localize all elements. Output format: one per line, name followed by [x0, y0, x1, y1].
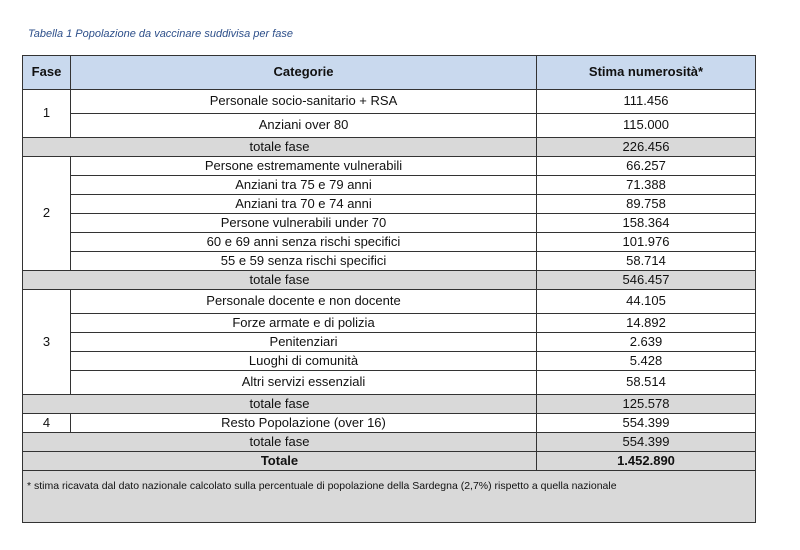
stima-cell: 2.639	[537, 333, 756, 352]
stima-cell: 5.428	[537, 352, 756, 371]
table-row	[23, 90, 756, 114]
categoria-cell: Penitenziari	[71, 333, 537, 352]
table-caption: Tabella 1 Popolazione da vaccinare suddivisa per fase	[28, 28, 293, 40]
stima-cell: 111.456	[537, 90, 756, 114]
stima-cell: 44.105	[537, 290, 756, 314]
stima-cell: 554.399	[537, 414, 756, 433]
header-row	[23, 56, 756, 90]
total-value: 125.578	[537, 395, 756, 414]
table-row	[23, 414, 756, 433]
categoria-cell: Altri servizi essenziali	[71, 371, 537, 395]
grand-total-row	[23, 452, 756, 471]
categoria-cell: Anziani over 80	[71, 114, 537, 138]
header-fase: Fase	[23, 56, 71, 90]
table-row	[23, 157, 756, 176]
categoria-cell: Personale docente e non docente	[71, 290, 537, 314]
total-row	[23, 138, 756, 157]
table-row	[23, 195, 756, 214]
stima-cell: 89.758	[537, 195, 756, 214]
total-row	[23, 271, 756, 290]
header-categorie: Categorie	[71, 56, 537, 90]
stima-cell: 14.892	[537, 314, 756, 333]
stima-cell: 58.714	[537, 252, 756, 271]
total-row	[23, 395, 756, 414]
categoria-cell: Resto Popolazione (over 16)	[71, 414, 537, 433]
table-row	[23, 252, 756, 271]
table-row	[23, 214, 756, 233]
table-row	[23, 114, 756, 138]
total-value: 546.457	[537, 271, 756, 290]
table-row	[23, 352, 756, 371]
vaccination-table	[22, 55, 756, 523]
fase-cell: 2	[23, 157, 71, 271]
categoria-cell: Anziani tra 70 e 74 anni	[71, 195, 537, 214]
stima-cell: 71.388	[537, 176, 756, 195]
header-stima: Stima numerosità*	[537, 56, 756, 90]
table-row	[23, 290, 756, 314]
total-label: totale fase	[23, 138, 537, 157]
table-row	[23, 314, 756, 333]
categoria-cell: Persone estremamente vulnerabili	[71, 157, 537, 176]
stima-cell: 66.257	[537, 157, 756, 176]
table-row	[23, 333, 756, 352]
categoria-cell: 55 e 59 senza rischi specifici	[71, 252, 537, 271]
total-label: totale fase	[23, 433, 537, 452]
grand-total-value: 1.452.890	[537, 452, 756, 471]
table-row	[23, 176, 756, 195]
stima-cell: 115.000	[537, 114, 756, 138]
fase-cell: 4	[23, 414, 71, 433]
categoria-cell: Luoghi di comunità	[71, 352, 537, 371]
total-label: totale fase	[23, 395, 537, 414]
total-value: 226.456	[537, 138, 756, 157]
categoria-cell: 60 e 69 anni senza rischi specifici	[71, 233, 537, 252]
table-row	[23, 371, 756, 395]
categoria-cell: Personale socio-sanitario + RSA	[71, 90, 537, 114]
grand-total-label: Totale	[23, 452, 537, 471]
categoria-cell: Forze armate e di polizia	[71, 314, 537, 333]
categoria-cell: Anziani tra 75 e 79 anni	[71, 176, 537, 195]
fase-cell: 3	[23, 290, 71, 395]
footnote: * stima ricavata dal dato nazionale calcolato sulla percentuale di popolazione della Sardegna (2,7%) rispetto a quella nazionale	[23, 471, 756, 523]
table-row	[23, 233, 756, 252]
footnote-row	[23, 471, 756, 523]
categoria-cell: Persone vulnerabili under 70	[71, 214, 537, 233]
stima-cell: 101.976	[537, 233, 756, 252]
stima-cell: 58.514	[537, 371, 756, 395]
stima-cell: 158.364	[537, 214, 756, 233]
total-row	[23, 433, 756, 452]
total-label: totale fase	[23, 271, 537, 290]
fase-cell: 1	[23, 90, 71, 138]
total-value: 554.399	[537, 433, 756, 452]
